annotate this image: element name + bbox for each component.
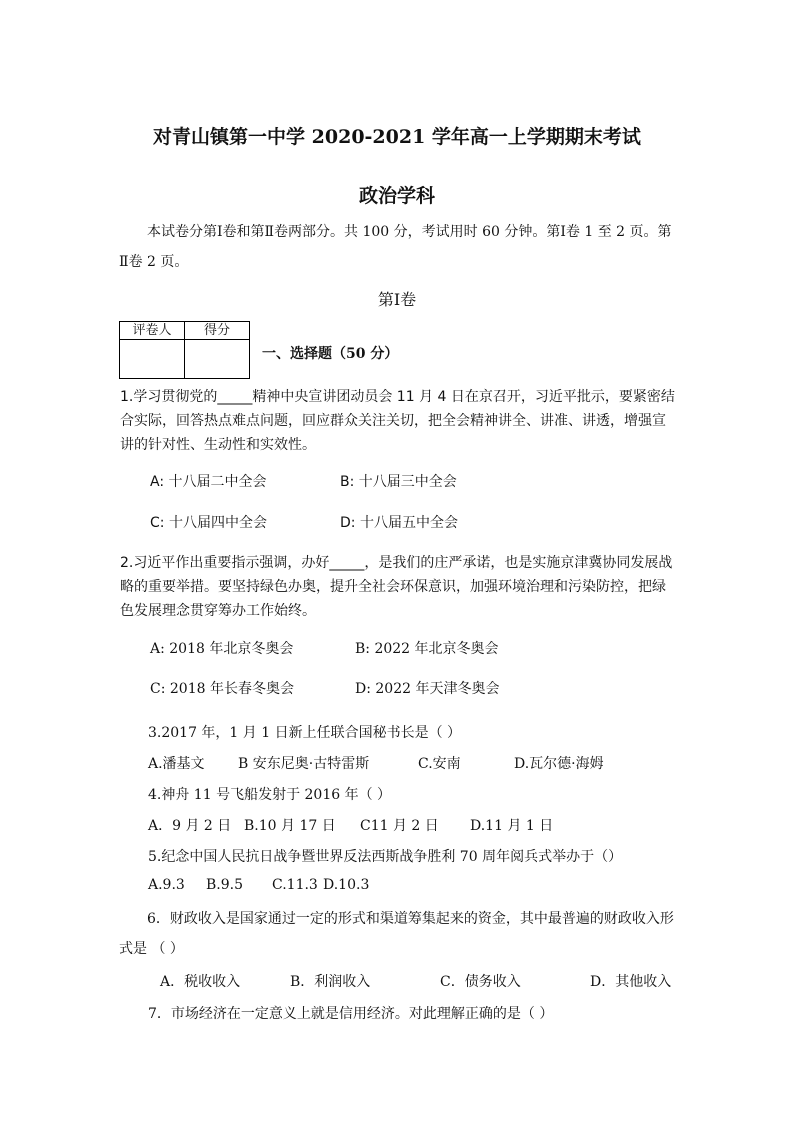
question-2-text: 2.习近平作出重要指示强调，办好_____，是我们的庄严承诺，也是实施京津冀协同发展战略的重要举措。要坚持绿色办奥，提升全社会环保意识，加强环境治理和污染防控，把绿色发展理念贯穿筹办工作始终。 [120, 555, 673, 619]
subject-title: 政治学科 [358, 185, 435, 207]
question-6-option-b: B．利润收入 [290, 974, 371, 990]
question-2-option-a: A: 2018 年北京冬奥会 [150, 641, 294, 657]
question-4-option-a: A．9 月 2 日 [148, 818, 232, 834]
question-3-text: 3.2017 年，1 月 1 日新上任联合国秘书长是（ ） [148, 725, 462, 741]
question-5-option-b: B.9.5 [206, 877, 244, 893]
score-header: 得分 [185, 322, 250, 340]
question-1-option-c: C: 十八届四中全会 [150, 515, 267, 531]
question-4-text: 4.神舟 11 号飞船发射于 2016 年（ ） [148, 787, 392, 803]
exam-instructions: 本试卷分第Ⅰ卷和第Ⅱ卷两部分。共 100 分，考试用时 60 分钟。第Ⅰ卷 1 至 2 页。第Ⅱ卷 2 页。 [119, 224, 672, 270]
question-2-option-b: B: 2022 年北京冬奥会 [355, 641, 499, 657]
question-4-option-c: C11 月 2 日 [360, 818, 439, 834]
question-4-option-d: D.11 月 1 日 [470, 818, 554, 834]
section-title: 一、选择题（50 分） [262, 346, 399, 362]
score-cell [185, 340, 250, 379]
question-6-text: 6．财政收入是国家通过一定的形式和渠道筹集起来的资金，其中最普遍的财政收入形式是 （ ） [119, 911, 674, 957]
question-5-text: 5.纪念中国人民抗日战争暨世界反法西斯战争胜利 70 周年阅兵式举办于（） [148, 849, 623, 865]
question-7-text: 7．市场经济在一定意义上就是信用经济。对此理解正确的是（ ） [148, 1006, 554, 1022]
question-4-option-b: B.10 月 17 日 [244, 818, 336, 834]
question-2-option-d: D: 2022 年天津冬奥会 [355, 681, 500, 697]
question-3-option-b: B 安东尼奥·古特雷斯 [238, 756, 370, 772]
grader-cell [120, 340, 185, 379]
grader-header: 评卷人 [120, 322, 185, 340]
question-6-option-a: A．税收收入 [160, 974, 241, 990]
question-5-option-d: D.10.3 [323, 877, 370, 893]
question-5-option-a: A.9.3 [148, 877, 185, 893]
question-1-text: 1.学习贯彻党的_____精神中央宣讲团动员会 11 月 4 日在京召开，习近平批示，要紧密结合实际，回答热点难点问题，回应群众关注关切，把全会精神讲全、讲准、讲透，增强宣讲的针对性、生动性和实效性。 [120, 389, 675, 453]
question-2-option-c: C: 2018 年长春冬奥会 [150, 681, 294, 697]
question-3-option-d: D.瓦尔德·海姆 [514, 756, 604, 772]
question-5-option-c: C.11.3 [272, 877, 318, 893]
question-1-option-b: B: 十八届三中全会 [340, 474, 457, 490]
question-6-option-c: C．债务收入 [440, 974, 521, 990]
volume-heading: 第Ⅰ卷 [377, 290, 417, 309]
question-3-option-a: A.潘基文 [148, 756, 205, 772]
question-6-option-d: D．其他收入 [590, 974, 672, 990]
question-1-option-a: A: 十八届二中全会 [150, 474, 267, 490]
exam-title: 对青山镇第一中学 2020-2021 学年高一上学期期末考试 [153, 126, 641, 148]
question-1-option-d: D: 十八届五中全会 [340, 515, 458, 531]
question-3-option-c: C.安南 [418, 756, 461, 772]
score-table [119, 321, 250, 379]
